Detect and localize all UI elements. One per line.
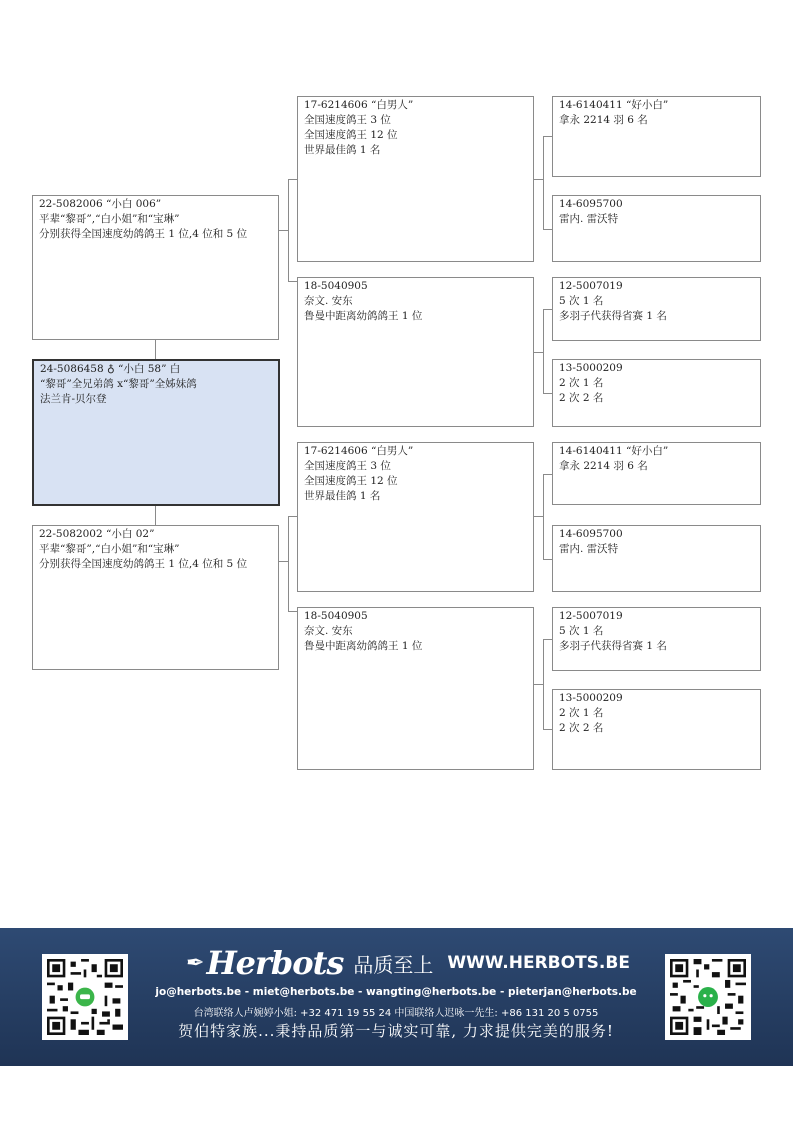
g3-2-line-2: 雷内. 雷沃特 <box>559 213 619 225</box>
sire-sire-line-4: 世界最佳鸽 1 名 <box>304 144 381 156</box>
brand-slogan: 品质至上 <box>353 952 434 977</box>
connector-g3-4 <box>543 393 552 394</box>
qr-code-left[interactable] <box>42 954 128 1040</box>
connector-dam-sire <box>288 516 297 517</box>
dam-sire-line-4: 世界最佳鸽 1 名 <box>304 490 381 502</box>
contact-phones: 台湾联络人卢婉婷小姐: +32 471 19 55 24 中国联络人迟咏一先生: +86 131 20 5 0755 <box>193 1008 599 1019</box>
g3-3-line-2: 5 次 1 名 <box>559 295 604 307</box>
subject-line-3: 法兰肯-贝尔登 <box>40 393 107 405</box>
dam-sire-line-1: 17-6214606 “白男人” <box>304 445 414 457</box>
feather-logo-icon: ✒ <box>186 950 205 976</box>
g3-1-line-1: 14-6140411 “好小白” <box>559 99 669 111</box>
subject-line-2: “黎哥”全兄弟鸽 x“黎哥”全姊妹鸽 <box>40 378 197 390</box>
wechat-icon <box>698 987 718 1007</box>
connector-g3-3 <box>543 309 552 310</box>
g3-7-line-3: 多羽子代获得省赛 1 名 <box>559 640 667 652</box>
connector-g3-6 <box>543 559 552 560</box>
connector-g2-2-v <box>543 309 544 393</box>
g3-box-8 <box>552 689 761 770</box>
g3-box-6 <box>552 525 761 592</box>
connector-g2-2-h <box>534 352 543 353</box>
sire-dam-line-3: 鲁曼中距离幼鸽鸽王 1 位 <box>304 310 423 322</box>
g3-box-7 <box>552 607 761 671</box>
connector-g3-7 <box>543 639 552 640</box>
sire-line-3: 分别获得全国速度幼鸽鸽王 1 位,4 位和 5 位 <box>39 228 248 240</box>
g3-5-line-1: 14-6140411 “好小白” <box>559 445 669 457</box>
dam-line-3: 分别获得全国速度幼鸽鸽王 1 位,4 位和 5 位 <box>39 558 248 570</box>
dam-sire-box <box>297 442 534 592</box>
connector-sire-sire <box>288 179 297 180</box>
subject-line-1: 24-5086458 ♁ “小白 58” 白 <box>40 363 181 375</box>
connector-sire-v <box>288 179 289 281</box>
connector-sire-dam <box>288 281 297 282</box>
g3-1-line-2: 拿永 2214 羽 6 名 <box>559 114 648 126</box>
g3-3-line-3: 多羽子代获得省赛 1 名 <box>559 310 667 322</box>
qr-code-left-icon <box>47 959 123 1035</box>
connector-dam-v <box>288 516 289 611</box>
connector-sire-subject <box>155 340 156 359</box>
qr-code-right[interactable] <box>665 954 751 1040</box>
connector-g3-5 <box>543 474 552 475</box>
connector-sire-h <box>279 230 288 231</box>
sire-sire-line-1: 17-6214606 “白男人” <box>304 99 414 111</box>
connector-g2-3-v <box>543 474 544 559</box>
connector-g3-1 <box>543 136 552 137</box>
connector-g3-2 <box>543 229 552 230</box>
dam-dam-line-3: 鲁曼中距离幼鸽鸽王 1 位 <box>304 640 423 652</box>
sire-dam-box <box>297 277 534 427</box>
g3-box-3 <box>552 277 761 341</box>
brand-row <box>186 942 630 984</box>
dam-dam-line-2: 奈文. 安东 <box>304 625 353 637</box>
sire-dam-line-2: 奈文. 安东 <box>304 295 353 307</box>
sire-line-1: 22-5082006 “小白 006” <box>39 198 162 210</box>
dam-line-2: 平辈“黎哥”,“白小姐”和“宝琳” <box>39 543 180 555</box>
sire-sire-line-2: 全国速度鸽王 3 位 <box>304 114 391 126</box>
g3-box-1 <box>552 96 761 177</box>
subject-pigeon-box <box>32 359 280 506</box>
connector-dam-h <box>279 561 288 562</box>
sire-box <box>32 195 279 340</box>
footer-tagline: 贺伯特家族...秉持品质第一与诚实可靠, 力求提供完美的服务! <box>178 1022 614 1040</box>
contact-emails[interactable]: jo@herbots.be - miet@herbots.be - wangting@herbots.be - pieterjan@herbots.be <box>155 986 637 998</box>
g3-box-4 <box>552 359 761 427</box>
dam-dam-box <box>297 607 534 770</box>
g3-8-line-3: 2 次 2 名 <box>559 722 604 734</box>
dam-sire-line-2: 全国速度鸽王 3 位 <box>304 460 391 472</box>
qr-code-right-icon <box>670 959 746 1035</box>
dam-dam-line-1: 18-5040905 <box>304 610 368 622</box>
sire-sire-line-3: 全国速度鸽王 12 位 <box>304 129 398 141</box>
g3-box-5 <box>552 442 761 505</box>
g3-6-line-1: 14-6095700 <box>559 528 623 540</box>
g3-2-line-1: 14-6095700 <box>559 198 623 210</box>
connector-g3-8 <box>543 729 552 730</box>
g3-5-line-2: 拿永 2214 羽 6 名 <box>559 460 648 472</box>
g3-7-line-1: 12-5007019 <box>559 610 623 622</box>
g3-8-line-1: 13-5000209 <box>559 692 623 704</box>
dam-line-1: 22-5082002 “小白 02” <box>39 528 155 540</box>
connector-g2-1-h <box>534 179 543 180</box>
g3-7-line-2: 5 次 1 名 <box>559 625 604 637</box>
footer-banner <box>0 928 793 1066</box>
g3-4-line-2: 2 次 1 名 <box>559 377 604 389</box>
sire-dam-line-1: 18-5040905 <box>304 280 368 292</box>
website-link[interactable]: WWW.HERBOTS.BE <box>447 953 630 973</box>
sire-line-2: 平辈“黎哥”,“白小姐”和“宝琳” <box>39 213 180 225</box>
brand-logo: Herbots <box>206 944 344 982</box>
connector-g2-4-v <box>543 639 544 729</box>
dam-box <box>32 525 279 670</box>
g3-box-2 <box>552 195 761 262</box>
sire-sire-box <box>297 96 534 262</box>
g3-4-line-3: 2 次 2 名 <box>559 392 604 404</box>
connector-g2-4-h <box>534 684 543 685</box>
g3-6-line-2: 雷内. 雷沃特 <box>559 543 619 555</box>
connector-g2-1-v <box>543 136 544 229</box>
g3-8-line-2: 2 次 1 名 <box>559 707 604 719</box>
g3-4-line-1: 13-5000209 <box>559 362 623 374</box>
g3-3-line-1: 12-5007019 <box>559 280 623 292</box>
connector-dam-dam <box>288 611 297 612</box>
connector-subject-dam <box>155 506 156 525</box>
dam-sire-line-3: 全国速度鸽王 12 位 <box>304 475 398 487</box>
connector-g2-3-h <box>534 516 543 517</box>
